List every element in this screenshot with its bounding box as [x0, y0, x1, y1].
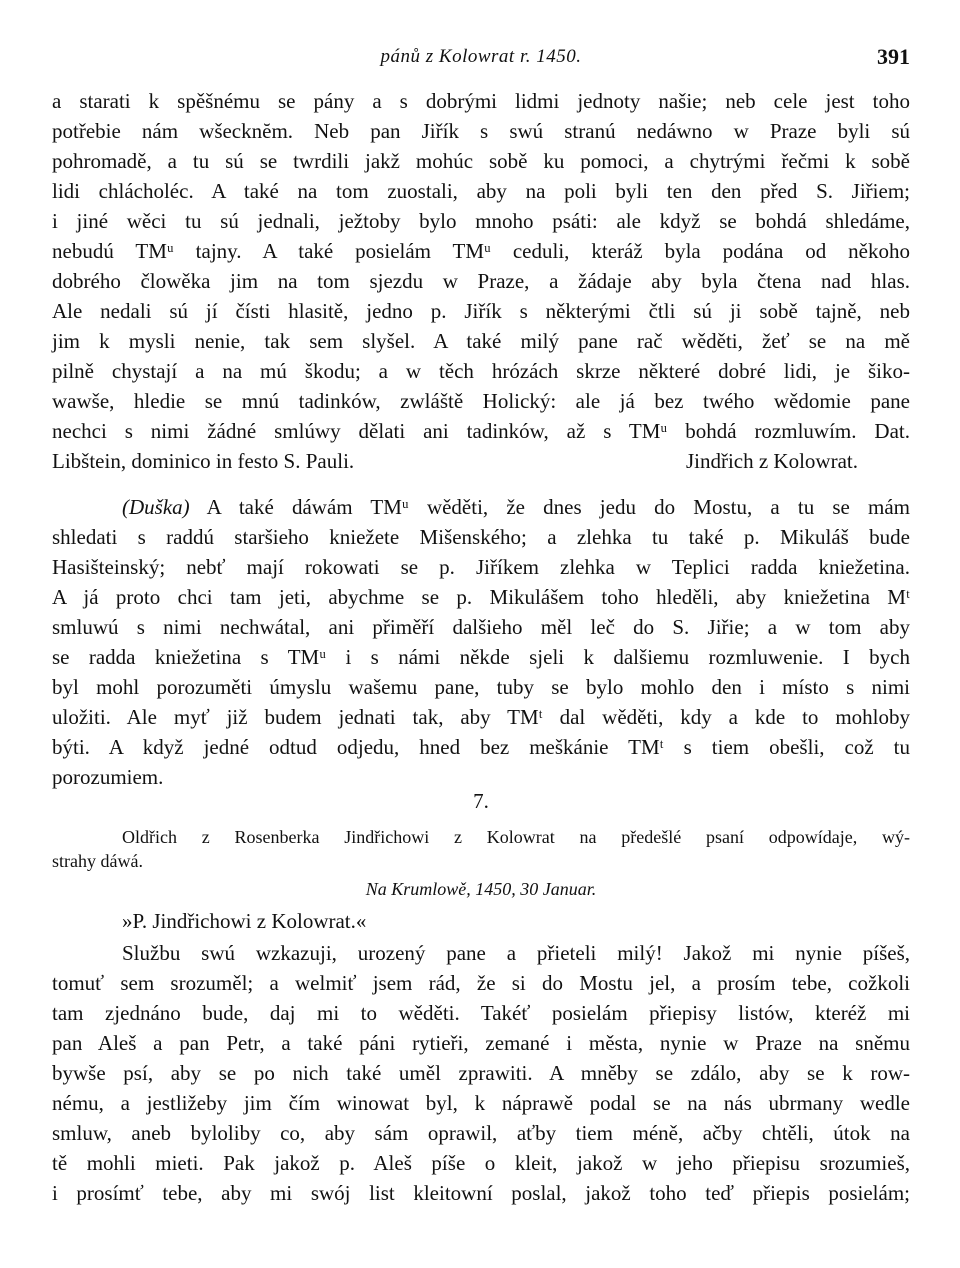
- text-line: smluw, aneb byloliby co, aby sám oprawil, aťby tiem méně, ačby chtěli, útok na: [52, 1121, 910, 1145]
- text-line: uložiti. Ale myť již budem jednati tak, aby TMᵗ dal wěděti, kdy a kde to mohloby: [52, 705, 910, 729]
- text-line: shledati s raddú staršieho kniežete Mišenského; a zlehka tu také p. Mikuláš bude: [52, 525, 910, 549]
- document-number: 7.: [473, 789, 489, 813]
- text-line: smluwú s nimi nechwátal, ani přiměří dalšieho měl leč do S. Jiřie; a w tom aby: [52, 615, 910, 639]
- text-line: i prosímť tebe, aby mi swój list kleitowní poslal, jakož toho teď přiepis posielám;: [52, 1181, 910, 1205]
- text-line: pan Aleš a pan Petr, a také páni rytieři, zemané i města, nynie w Praze na sněmu: [52, 1031, 910, 1055]
- text-line: Ale nedali sú jí čísti hlasitě, jedno p. Jiřík s některými čtli sú ji sobě tajně, neb: [52, 299, 910, 323]
- running-title: pánů z Kolowrat r. 1450.: [380, 46, 582, 67]
- text-line: dobrého člowěka jim na tom sjezdu w Praze, a žádaje aby byla čtena nad hlas.: [52, 269, 910, 293]
- text-line: býti. A když jedné odtud odjedu, hned bez meškánie TMᵗ s tiem obešli, což tu: [52, 735, 910, 759]
- summary-line: strahy dáwá.: [52, 851, 143, 871]
- text-line: byl mohl porozuměti úmyslu wašemu pane, tuby se bylo mohlo den i místo s nimi: [52, 675, 910, 699]
- text-line: nému, a jestližeby jim čím winowat byl, k náprawě podal se na nás ubrmany wedle: [52, 1091, 910, 1115]
- document-dateline: Na Krumlowě, 1450, 30 Januar.: [365, 879, 597, 899]
- text-line: nechci s nimi žádné smlúwy dělati ani tadinków, až s TMᵘ bohdá rozmluwím. Dat.: [52, 419, 910, 443]
- text-line: tam zjednáno bude, daj mi to wěděti. Takéť posielám přiepisy listów, kteréž mi: [52, 1001, 910, 1025]
- signature: Jindřich z Kolowrat.: [685, 449, 858, 473]
- text-line: Službu swú wzkazuji, urozený pane a přieteli milý! Jakož mi nynie píšeš,: [122, 941, 910, 965]
- page-header: [52, 38, 910, 72]
- text-line: Hasišteinský; nebť mají rokowati se p. Jiříkem zlehka w Teplici radda kniežetina.: [52, 555, 910, 579]
- text-line: pohromadě, a tu sú se twrdili jakž mohúc sobě ku pomoci, a chytrými řečmi k sobě: [52, 149, 910, 173]
- text-line: i jiné wěci tu sú jednali, ježtoby bylo mnoho psáti: ale když se bohdá shledáme,: [52, 209, 910, 233]
- postscript-label: (Duška): [122, 495, 190, 519]
- postscript-first-line: [122, 492, 910, 522]
- text-line: lidi chlácholéc. A také na tom zuostali, aby na poli byli ten den před S. Jiřiem;: [52, 179, 910, 203]
- closing-dateline: Libštein, dominico in festo S. Pauli.: [52, 449, 355, 473]
- text-line: porozumiem.: [52, 765, 164, 789]
- text-line: se radda kniežetina s TMᵘ i s námi někde sjeli k dalšiemu rozmluwenie. I bych: [52, 645, 910, 669]
- summary-line: Oldřich z Rosenberka Jindřichowi z Kolowrat na předešlé psaní odpowídaje, wý-: [122, 827, 910, 847]
- text-line: jim k mysli nenie, tak sem slyšel. A také milý pane rač wěděti, žeť se na mě: [52, 329, 910, 353]
- closing-line: [52, 446, 910, 476]
- page-number: 391: [877, 44, 910, 69]
- text-line: wawše, hledie se mnú tadinków, zwláště Holický: ale já bez twého wědomie pane: [52, 389, 910, 413]
- postscript-text: A také dáwám TMᵘ wěděti, že dnes jedu do Mostu, a tu se mám: [206, 495, 910, 519]
- text-line: nebudú TMᵘ tajny. A také posielám TMᵘ ceduli, kteráž byla podána od někoho: [52, 239, 910, 263]
- text-line: tě mohli mieti. Pak jakož p. Aleš píše o kleit, jakož w jeho přiepisu srozumieš,: [52, 1151, 910, 1175]
- text-line: tomuť sem srozuměl; a welmiť jsem rád, že si do Mostu jel, a prosím tebe, cožkoli: [52, 971, 910, 995]
- addressee: »P. Jindřichowi z Kolowrat.«: [122, 909, 367, 933]
- text-line: A já proto chci tam jeti, abychme se p. Mikulášem toho hleděli, aby kniežetina Mᵗ: [52, 585, 910, 609]
- text-line: pilně chystají a na mú škodu; a w těch hrózách skrze některé dobré lidi, je šiko-: [52, 359, 910, 383]
- text-line: potřebie nám wšecknĕm. Neb pan Jiřík s swú stranú nedáwno w Praze byli sú: [52, 119, 910, 143]
- text-line: bywše psí, aby se po nich také uměl zprawiti. A mněby se zdálo, aby se k row-: [52, 1061, 910, 1085]
- text-line: a starati k spěšnému se pány a s dobrými lidmi jednoty našie; neb cele jest toho: [52, 89, 910, 113]
